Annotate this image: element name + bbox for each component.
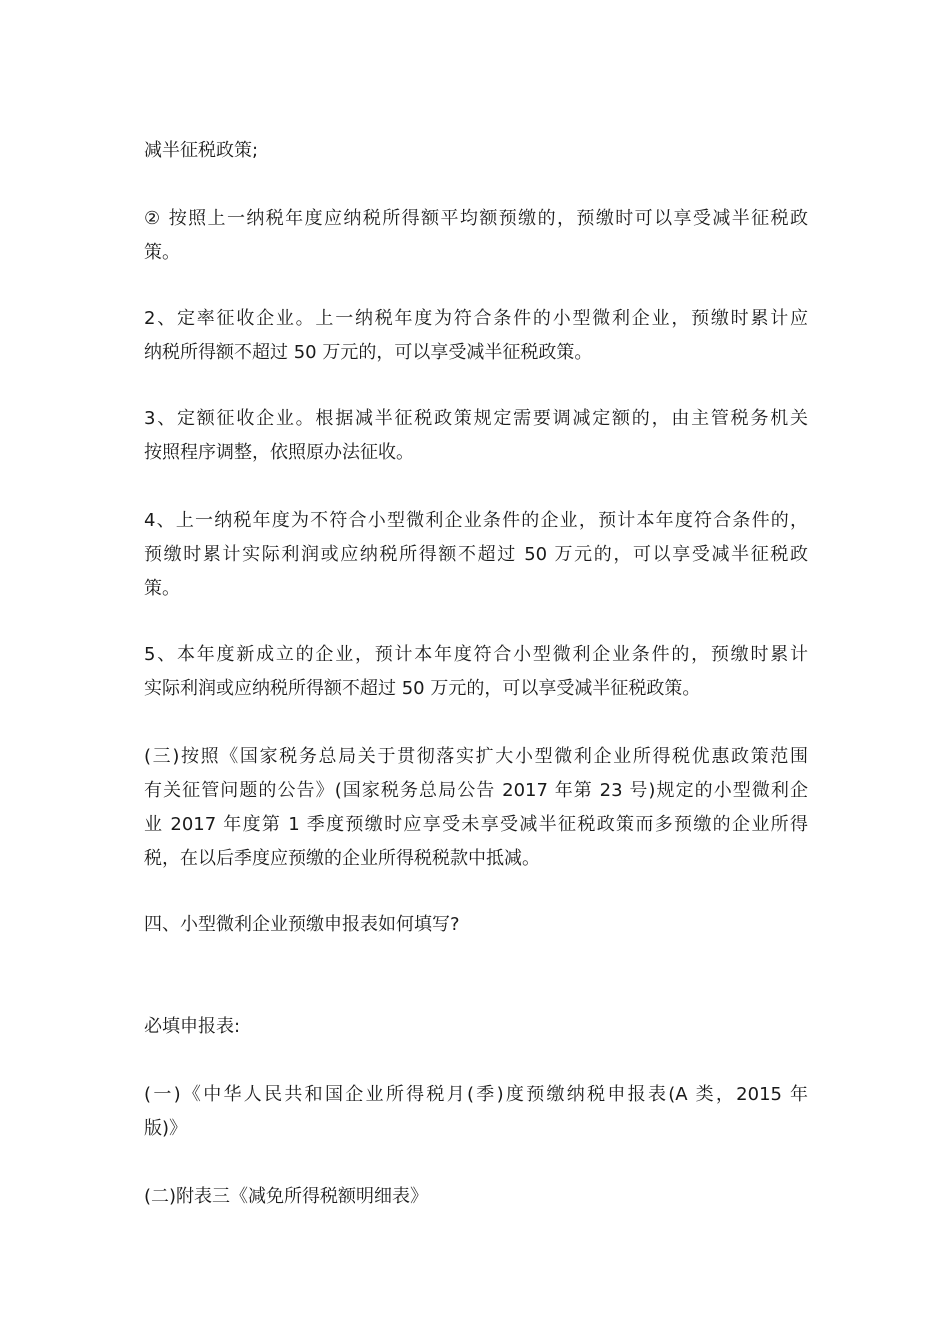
- text-line: 策。: [144, 242, 180, 263]
- heading-section-4: [144, 908, 808, 942]
- paragraph-form-1: [144, 1078, 808, 1146]
- text-line: 策。: [144, 578, 180, 599]
- text-line: 四、小型微利企业预缴申报表如何填写?: [144, 914, 460, 935]
- text-line: 业 2017 年度第 1 季度预缴时应享受未享受减半征税政策而多预缴的企业所得: [144, 814, 808, 835]
- text-line: 必填申报表:: [144, 1016, 241, 1037]
- paragraph-4: [144, 402, 808, 470]
- paragraph-3: [144, 302, 808, 370]
- text-line: 有关征管问题的公告》(国家税务总局公告 2017 年第 23 号)规定的小型微利企: [144, 780, 808, 801]
- text-line: 4、上一纳税年度为不符合小型微利企业条件的企业，预计本年度符合条件的，: [144, 510, 808, 531]
- paragraph-form-2: [144, 1180, 808, 1214]
- text-line: 版)》: [144, 1118, 188, 1139]
- text-line: 5、本年度新成立的企业，预计本年度符合小型微利企业条件的，预缴时累计: [144, 644, 808, 665]
- text-line: (一)《中华人民共和国企业所得税月(季)度预缴纳税申报表(A 类，2015 年: [144, 1084, 808, 1105]
- paragraph-1: [144, 134, 808, 168]
- text-line: 减半征税政策;: [144, 140, 259, 161]
- text-line: 纳税所得额不超过 50 万元的，可以享受减半征税政策。: [144, 342, 593, 363]
- text-line: 3、定额征收企业。根据减半征税政策规定需要调减定额的，由主管税务机关: [144, 408, 808, 429]
- text-line: (三)按照《国家税务总局关于贯彻落实扩大小型微利企业所得税优惠政策范围: [144, 746, 808, 767]
- text-line: (二)附表三《减免所得税额明细表》: [144, 1186, 429, 1207]
- paragraph-5: [144, 504, 808, 606]
- paragraph-required-forms: [144, 1010, 808, 1044]
- paragraph-2: [144, 202, 808, 270]
- text-line: 实际利润或应纳税所得额不超过 50 万元的，可以享受减半征税政策。: [144, 678, 701, 699]
- text-line: 税，在以后季度应预缴的企业所得税税款中抵减。: [144, 848, 540, 869]
- text-line: 预缴时累计实际利润或应纳税所得额不超过 50 万元的，可以享受减半征税政: [144, 544, 808, 565]
- paragraph-7: [144, 740, 808, 876]
- paragraph-6: [144, 638, 808, 706]
- text-line: 按照程序调整，依照原办法征收。: [144, 442, 414, 463]
- text-line: 2、定率征收企业。上一纳税年度为符合条件的小型微利企业，预缴时累计应: [144, 308, 808, 329]
- text-line: ② 按照上一纳税年度应纳税所得额平均额预缴的，预缴时可以享受减半征税政: [144, 208, 808, 229]
